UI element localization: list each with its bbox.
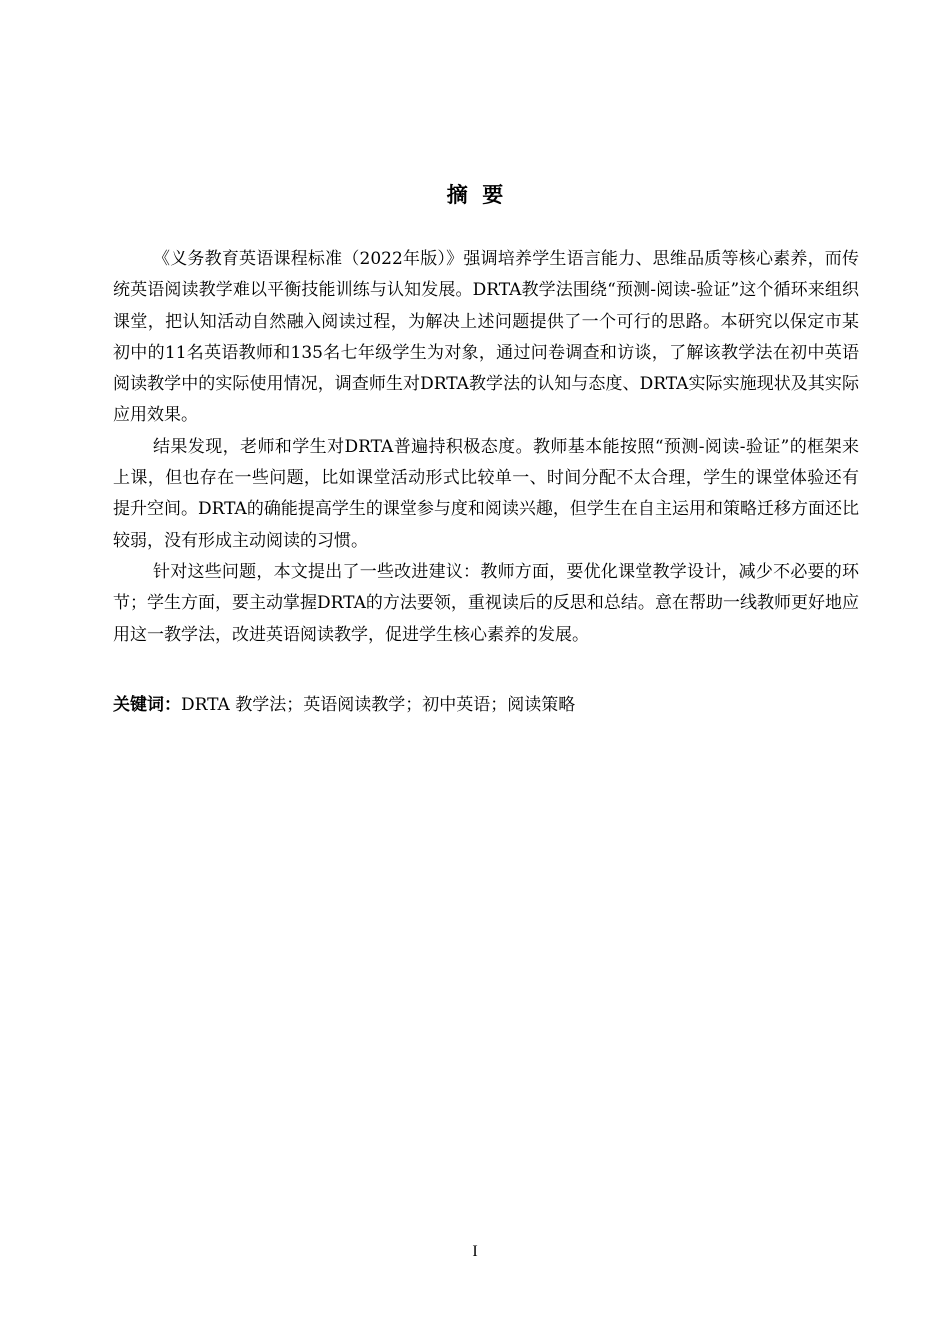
abstract-paragraph-3: 针对这些问题，本文提出了一些改进建议：教师方面，要优化课堂教学设计，减少不必要的环节；学生方面，要主动掌握DRTA的方法要领，重视读后的反思和总结。意在帮助一线教师更好地应用这一教学法，改进英语阅读教学，促进学生核心素养的发展。 bbox=[113, 561, 859, 645]
keywords-label: 关键词： bbox=[113, 695, 181, 715]
abstract-paragraph-2: 结果发现，老师和学生对DRTA普遍持积极态度。教师基本能按照“预测-阅读-验证”的框架来上课，但也存在一些问题，比如课堂活动形式比较单一、时间分配不太合理，学生的课堂体验还有提升空间。DRTA的确能提高学生的课堂参与度和阅读兴趣，但学生在自主运用和策略迁移方面还比较弱，没有形成主动阅读的习惯。 bbox=[113, 436, 859, 551]
abstract-title: 摘 要 bbox=[446, 183, 504, 207]
keywords-text: DRTA 教学法；英语阅读教学；初中英语；阅读策略 bbox=[181, 695, 576, 715]
abstract-paragraph-1: 《义务教育英语课程标准（2022年版）》强调培养学生语言能力、思维品质等核心素养，而传统英语阅读教学难以平衡技能训练与认知发展。DRTA教学法围绕“预测-阅读-验证”这个循环来组织课堂，把认知活动自然融入阅读过程，为解决上述问题提供了一个可行的思路。本研究以保定市某初中的11名英语教师和135名七年级学生为对象，通过问卷调查和访谈，了解该教学法在初中英语阅读教学中的实际使用情况，调查师生对DRTA教学法的认知与态度、DRTA实际实施现状及其实际应用效果。 bbox=[113, 249, 859, 426]
abstract-body bbox=[113, 244, 859, 651]
keywords-line bbox=[113, 690, 859, 721]
page-number: I bbox=[472, 1243, 478, 1260]
